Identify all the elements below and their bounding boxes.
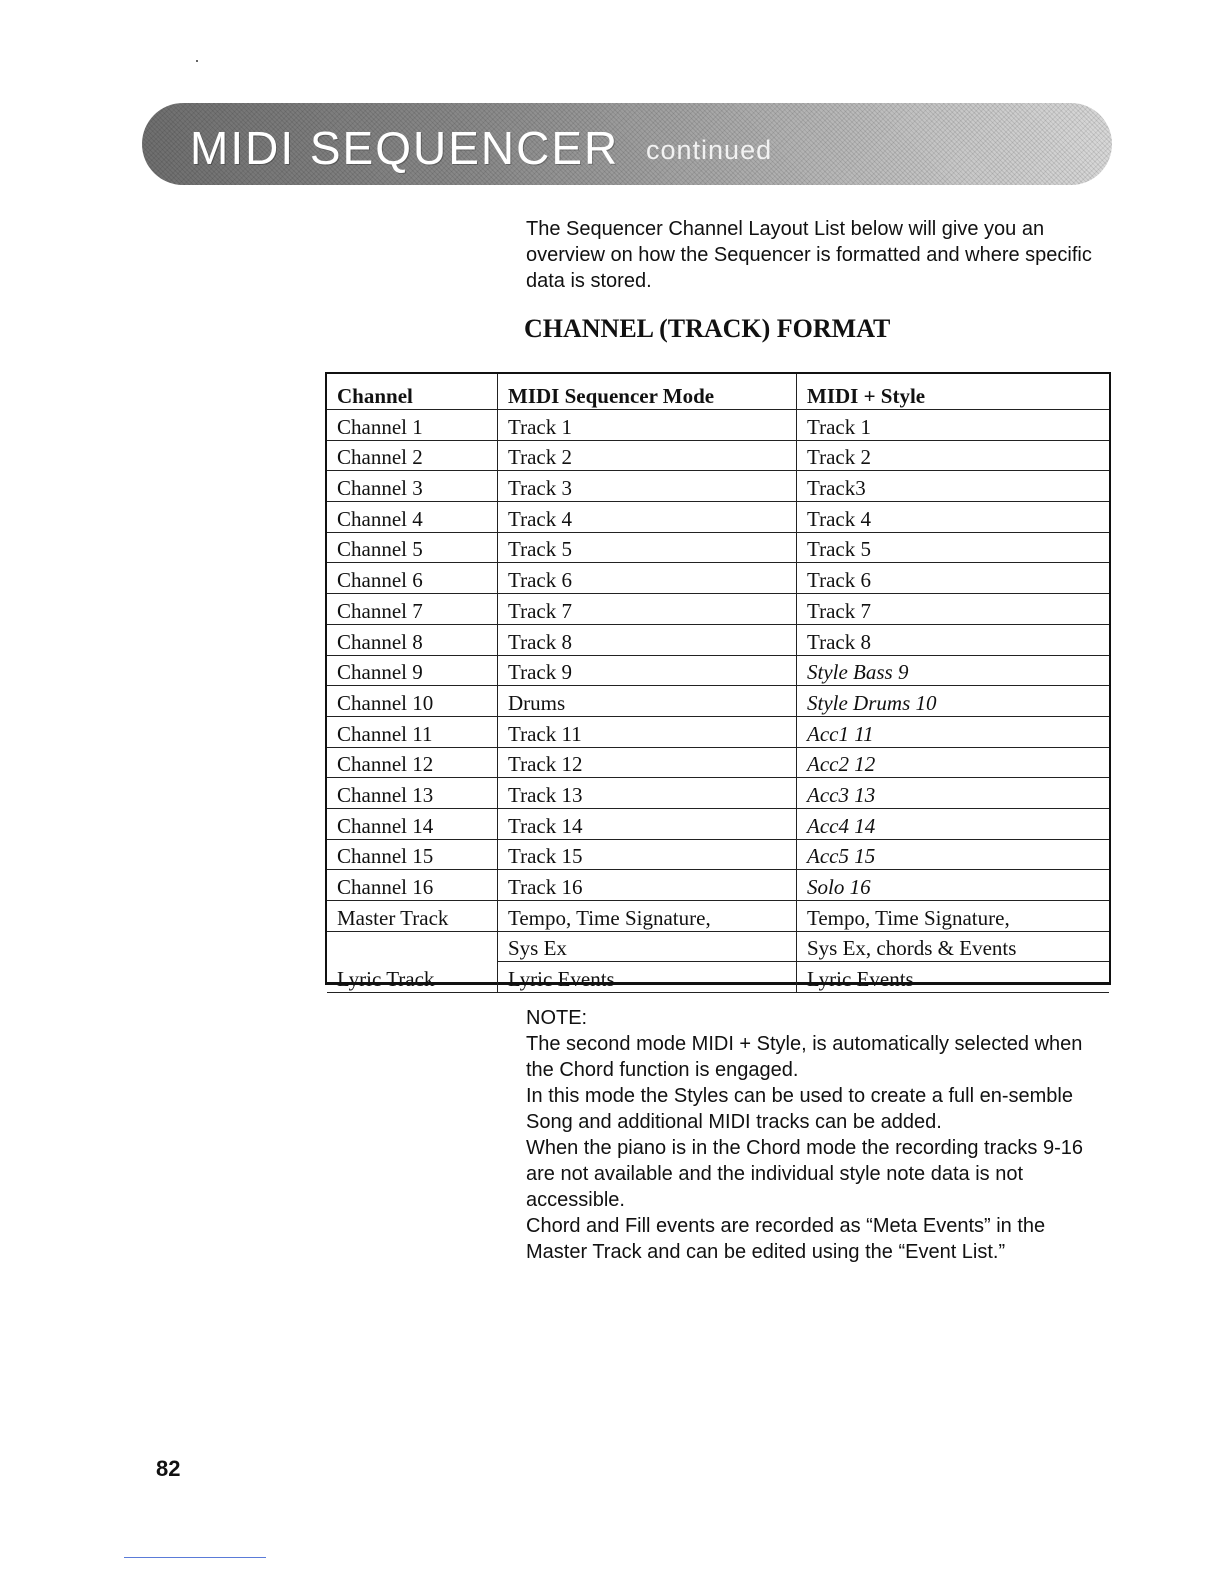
- cell-sequencer: Track 6: [498, 563, 797, 594]
- cell-channel: Channel 6: [327, 563, 498, 594]
- cell-channel: Channel 2: [327, 440, 498, 471]
- cell-style: Track 2: [797, 440, 1110, 471]
- cell-style: Style Bass 9: [797, 655, 1110, 686]
- cell-channel: [327, 931, 498, 962]
- cell-channel: Channel 13: [327, 778, 498, 809]
- cell-channel: Channel 4: [327, 502, 498, 533]
- cell-style: Track 4: [797, 502, 1110, 533]
- cell-sequencer: Track 2: [498, 440, 797, 471]
- banner-subtitle: continued: [646, 135, 773, 165]
- cell-sequencer: Track 13: [498, 778, 797, 809]
- note-paragraph: Chord and Fill events are recorded as “Meta Events” in the Master Track and can be edited using the “Event List.”: [526, 1215, 1046, 1263]
- table-row: [327, 594, 1109, 625]
- table-row: [327, 839, 1109, 870]
- table-row: [327, 747, 1109, 778]
- cell-channel: Channel 12: [327, 747, 498, 778]
- section-title: CHANNEL (TRACK) FORMAT: [524, 314, 891, 343]
- table-row: [327, 410, 1109, 441]
- note-paragraph: When the piano is in the Chord mode the recording tracks 9-16 are not available and the individual style note data is not accessible.: [526, 1137, 1083, 1211]
- table-row: [327, 502, 1109, 533]
- cell-channel: Channel 16: [327, 870, 498, 901]
- cell-style: Acc5 15: [797, 839, 1110, 870]
- header-banner: [142, 103, 1112, 185]
- cell-channel: Channel 1: [327, 410, 498, 441]
- cell-channel: Channel 15: [327, 839, 498, 870]
- table-row: [327, 716, 1109, 747]
- scan-speck: [196, 60, 198, 62]
- cell-sequencer: Track 7: [498, 594, 797, 625]
- table-row: [327, 440, 1109, 471]
- cell-channel: Channel 11: [327, 716, 498, 747]
- cell-style: Tempo, Time Signature,: [797, 901, 1110, 932]
- page-number: 82: [156, 1456, 181, 1481]
- cell-channel: Master Track: [327, 901, 498, 932]
- table-row: [327, 778, 1109, 809]
- cell-channel: Channel 14: [327, 808, 498, 839]
- table-row: [327, 563, 1109, 594]
- table-row: [327, 962, 1109, 993]
- cell-style: Track 1: [797, 410, 1110, 441]
- header-sequencer-mode: MIDI Sequencer Mode: [498, 374, 797, 410]
- table-row: [327, 808, 1109, 839]
- table-row: [327, 901, 1109, 932]
- cell-channel: Channel 3: [327, 471, 498, 502]
- cell-style: Acc4 14: [797, 808, 1110, 839]
- cell-channel: Channel 9: [327, 655, 498, 686]
- table-header-row: [327, 374, 1109, 410]
- table-row: [327, 624, 1109, 655]
- cell-style: Acc1 11: [797, 716, 1110, 747]
- table-row: [327, 471, 1109, 502]
- header-midi-style: MIDI + Style: [797, 374, 1110, 410]
- cell-channel: Lyric Track: [327, 962, 498, 993]
- cell-sequencer: Track 8: [498, 624, 797, 655]
- note-heading: NOTE:: [526, 1007, 588, 1029]
- cell-style: Track 6: [797, 563, 1110, 594]
- cell-sequencer: Track 1: [498, 410, 797, 441]
- cell-style: Style Drums 10: [797, 686, 1110, 717]
- cell-sequencer: Drums: [498, 686, 797, 717]
- cell-style: Track 7: [797, 594, 1110, 625]
- cell-sequencer: Track 14: [498, 808, 797, 839]
- cell-style: Lyric Events: [797, 962, 1110, 993]
- cell-sequencer: Track 16: [498, 870, 797, 901]
- header-channel: Channel: [327, 374, 498, 410]
- cell-sequencer: Track 4: [498, 502, 797, 533]
- cell-style: Solo 16: [797, 870, 1110, 901]
- intro-paragraph: The Sequencer Channel Layout List below will give you an overview on how the Sequencer is formatted and where specific data is stored.: [526, 218, 1092, 292]
- cell-channel: Channel 7: [327, 594, 498, 625]
- cell-style: Track 8: [797, 624, 1110, 655]
- cell-style: Track3: [797, 471, 1110, 502]
- table-row: [327, 870, 1109, 901]
- table-row: [327, 655, 1109, 686]
- cell-channel: Channel 8: [327, 624, 498, 655]
- cell-sequencer: Tempo, Time Signature,: [498, 901, 797, 932]
- note-paragraph: The second mode MIDI + Style, is automatically selected when the Chord function is engaged.: [526, 1033, 1083, 1081]
- cell-style: Track 5: [797, 532, 1110, 563]
- note-paragraph: In this mode the Styles can be used to create a full en-semble Song and additional MIDI tracks can be added.: [526, 1085, 1073, 1133]
- cell-sequencer: Track 5: [498, 532, 797, 563]
- cell-sequencer: Lyric Events: [498, 962, 797, 993]
- cell-channel: Channel 5: [327, 532, 498, 563]
- channel-table: [327, 374, 1109, 993]
- cell-style: Acc3 13: [797, 778, 1110, 809]
- table-row: [327, 686, 1109, 717]
- banner-title: MIDI SEQUENCER: [190, 122, 620, 174]
- cell-channel: Channel 10: [327, 686, 498, 717]
- table-row: [327, 931, 1109, 962]
- note-section: [526, 1005, 1106, 1265]
- cell-sequencer: Track 9: [498, 655, 797, 686]
- cell-style: Sys Ex, chords & Events: [797, 931, 1110, 962]
- cell-sequencer: Sys Ex: [498, 931, 797, 962]
- cell-sequencer: Track 15: [498, 839, 797, 870]
- channel-format-table: [325, 372, 1111, 992]
- table-row: [327, 532, 1109, 563]
- footer-rule: [124, 1557, 266, 1558]
- cell-sequencer: Track 3: [498, 471, 797, 502]
- cell-sequencer: Track 11: [498, 716, 797, 747]
- cell-sequencer: Track 12: [498, 747, 797, 778]
- cell-style: Acc2 12: [797, 747, 1110, 778]
